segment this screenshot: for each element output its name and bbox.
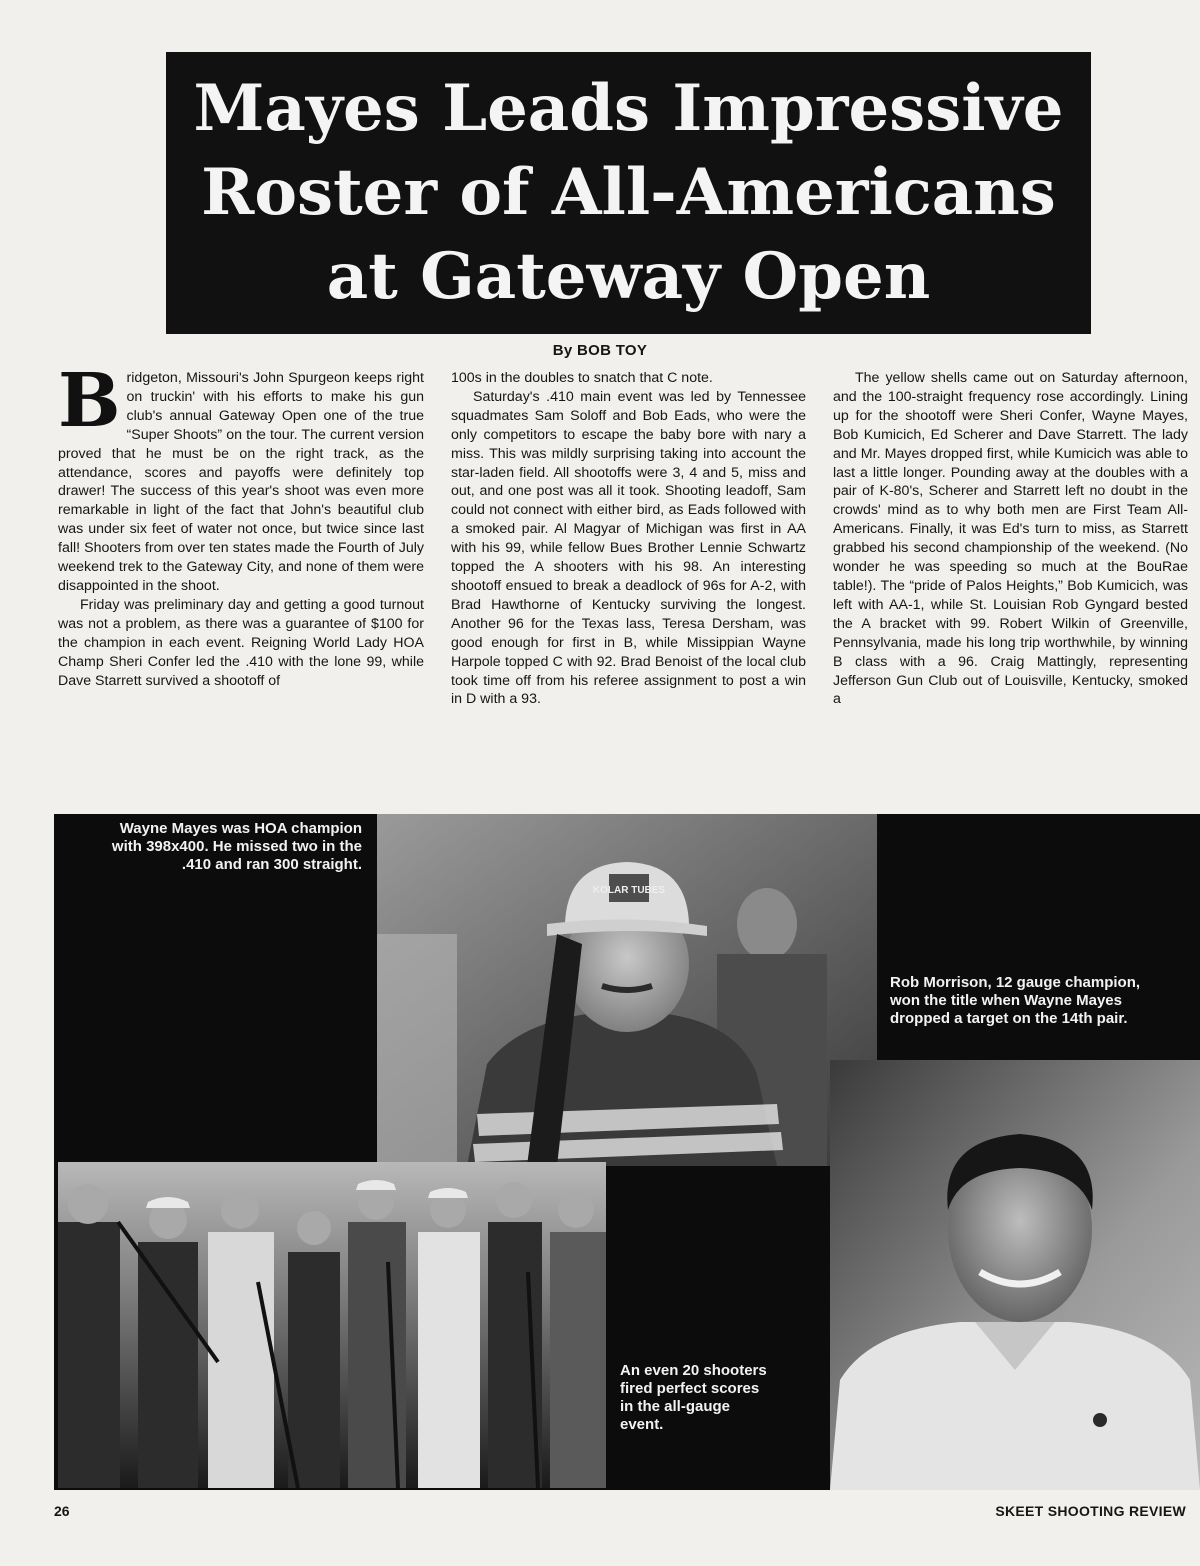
caption-shooters: An even 20 shooters fired perfect scores in the all-gauge event.: [620, 1362, 767, 1433]
photo-wayne-mayes: [377, 814, 877, 1166]
paragraph: Bridgeton, Missouri's John Spurgeon keeps right on truckin' with his efforts to make his gun club's annual Gateway Open one of the true “Super Shoots” on the tour. The current version proved that he must be on the right track, as the attendance, scores and payoffs were definitely top drawer! The success of this year's shoot was even more remarkable in light of the fact that John's beautiful club was under six feet of water not once, but twice since last fall! Shooters from over ten states made the Fourth of July weekend trek to the Gateway City, and none of them were disappointed in the shoot.: [58, 369, 424, 594]
article-column-3: [833, 369, 1188, 805]
photo-spread: [54, 814, 1200, 1490]
paragraph: 100s in the doubles to snatch that C note.: [451, 370, 713, 386]
photo-rob-morrison: [830, 1060, 1200, 1490]
caption-rob-morrison: Rob Morrison, 12 gauge champion, won the title when Wayne Mayes dropped a target on the 14th pair.: [890, 974, 1141, 1027]
paragraph: Friday was preliminary day and getting a good turnout was not a problem, as there was a guarantee of $100 for the champion in each event. Reigning World Lady HOA Champ Sheri Confer led the .410 with the lone 99, while Dave Starrett survived a shootoff of: [58, 596, 424, 689]
photo-shooters-lineup-image: [58, 1162, 606, 1488]
cap-logo-text: KOLAR TUBES: [592, 885, 666, 896]
photo-shooters-lineup: [58, 1162, 606, 1488]
byline: By BOB TOY: [552, 342, 648, 359]
photo-rob-morrison-image: [830, 1060, 1200, 1490]
drop-cap: B: [58, 369, 121, 444]
headline-banner: [166, 52, 1091, 334]
headline-line-3: at Gateway Open: [326, 239, 931, 314]
page-number: 26: [54, 1503, 70, 1519]
paragraph: The yellow shells came out on Saturday afternoon, and the 100-straight frequency rose accordingly. Lining up for the shootoff were Sheri Confer, Wayne Mayes, Bob Kumicich, Ed Scherer and Dave Starrett. The lady and Mr. Mayes dropped first, while Kumicich was able to last a little longer. Pounding away at the doubles with a pair of K-80's, Scherer and Starrett left no doubt in the crowds' mind as to why both men are First Team All-Americans. Finally, it was Ed's turn to miss, as Starrett grabbed his second championship of the weekend. (No wonder he was speeding so much at the BouRae table!). The “pride of Palos Heights,” Bob Kumicich, was left with AA-1, while St. Louisian Rob Gyngard bested the A bracket with 99. Robert Wilkin of Greenville, Pennsylvania, made his long trip worthwhile, by winning B class with a 96. Craig Mattingly, representing Jefferson Gun Club out of Louisville, Kentucky, smoked a: [833, 370, 1188, 708]
caption-wayne-mayes: Wayne Mayes was HOA champion with 398x400. He missed two in the .410 and ran 300 straight.: [111, 820, 362, 873]
article-column-2: [451, 369, 806, 805]
photo-wayne-mayes-image: [377, 814, 877, 1166]
paragraph: Saturday's .410 main event was led by Tennessee squadmates Sam Soloff and Bob Eads, who were the only competitors to escape the baby bore with nary a miss. This was mildly surprising taking into account the star-laden field. All shootoffs were 3, 4 and 5, miss and out, and one post was all it took. Shooting leadoff, Sam could not connect with either bird, as Eads followed with a smoked pair. Al Magyar of Michigan was first in AA with his 99, while fellow Bues Brother Lennie Schwartz topped the A shooters with his 98. An interesting shootoff ensued to break a deadlock of 96s for A-2, with Brad Hawthorne of Kentucky surviving the longest. Another 96 for the Texas lass, Teresa Dersham, was good enough for first in B, while Missippian Wayne Harpole topped C with 92. Brad Benoist of the local club took time off from his referee assignment to post a win in D with a 93.: [451, 388, 806, 708]
headline-line-1: Mayes Leads Impressive: [193, 71, 1064, 146]
article-column-1: [58, 369, 424, 805]
magazine-name: SKEET SHOOTING REVIEW: [995, 1503, 1186, 1519]
headline-line-2: Roster of All-Americans: [201, 155, 1056, 230]
